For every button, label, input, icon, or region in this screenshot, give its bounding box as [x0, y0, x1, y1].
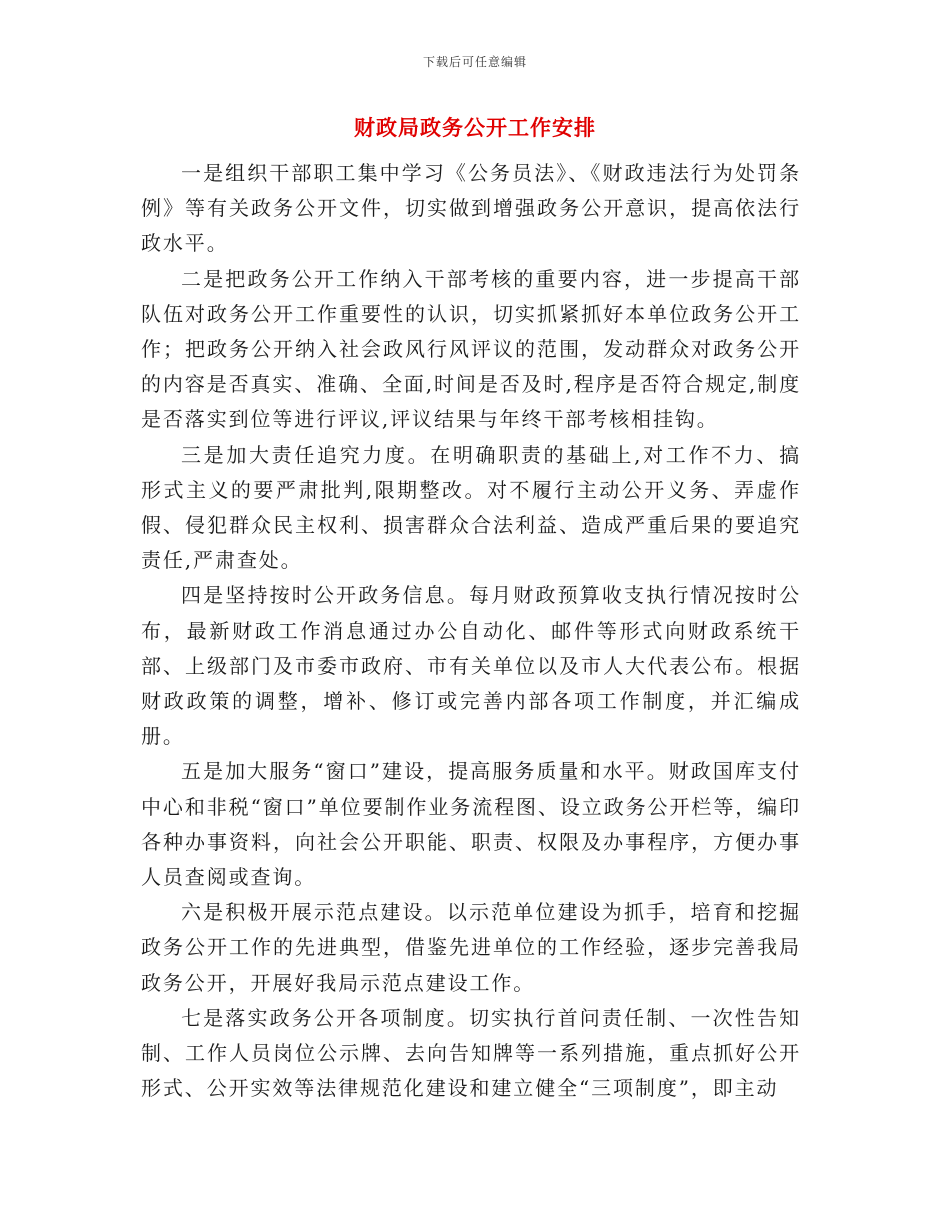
paragraph-3: 三是加大责任追究力度。在明确职责的基础上,对工作不力、搞形式主义的要严肃批判,限期整改。对不履行主动公开义务、弄虚作假、侵犯群众民主权利、损害群众合法利益、造成严重后果的要追究责任,严肃查处。: [141, 442, 801, 573]
paragraph-6: 六是积极开展示范点建设。以示范单位建设为抓手，培育和挖掘政务公开工作的先进典型，借鉴先进单位的工作经验，逐步完善我局政务公开，开展好我局示范点建设工作。: [141, 900, 801, 995]
header-note: 下载后可任意编辑: [422, 55, 527, 69]
document-body: [141, 156, 801, 1106]
paragraph-4: 四是坚持按时公开政务信息。每月财政预算收支执行情况按时公布，最新财政工作消息通过办公自动化、邮件等形式向财政系统干部、上级部门及市委市政府、市有关单位以及市人大代表公布。根据财政政策的调整，增补、修订或完善内部各项工作制度，并汇编成册。: [141, 583, 801, 749]
document-title: 财政局政务公开工作安排: [354, 115, 596, 140]
paragraph-1: 一是组织干部职工集中学习《公务员法》、《财政违法行为处罚条例》等有关政务公开文件，切实做到增强政务公开意识，提高依法行政水平。: [141, 161, 801, 256]
paragraph-2: 二是把政务公开工作纳入干部考核的重要内容，进一步提高干部队伍对政务公开工作重要性的认识，切实抓紧抓好本单位政务公开工作；把政务公开纳入社会政风行风评议的范围，发动群众对政务公开的内容是否真实、准确、全面,时间是否及时,程序是否符合规定,制度是否落实到位等进行评议,评议结果与年终干部考核相挂钩。: [141, 266, 801, 432]
paragraph-7: 七是落实政务公开各项制度。切实执行首问责任制、一次性告知制、工作人员岗位公示牌、去向告知牌等一系列措施，重点抓好公开形式、公开实效等法律规范化建设和建立健全“三项制度”，即主动: [141, 1005, 801, 1101]
paragraph-5: 五是加大服务“窗口”建设，提高服务质量和水平。财政国库支付中心和非税“窗口”单位要制作业务流程图、设立政务公开栏等，编印各种办事资料，向社会公开职能、职责、权限及办事程序，方便办事人员查阅或查询。: [141, 759, 801, 890]
